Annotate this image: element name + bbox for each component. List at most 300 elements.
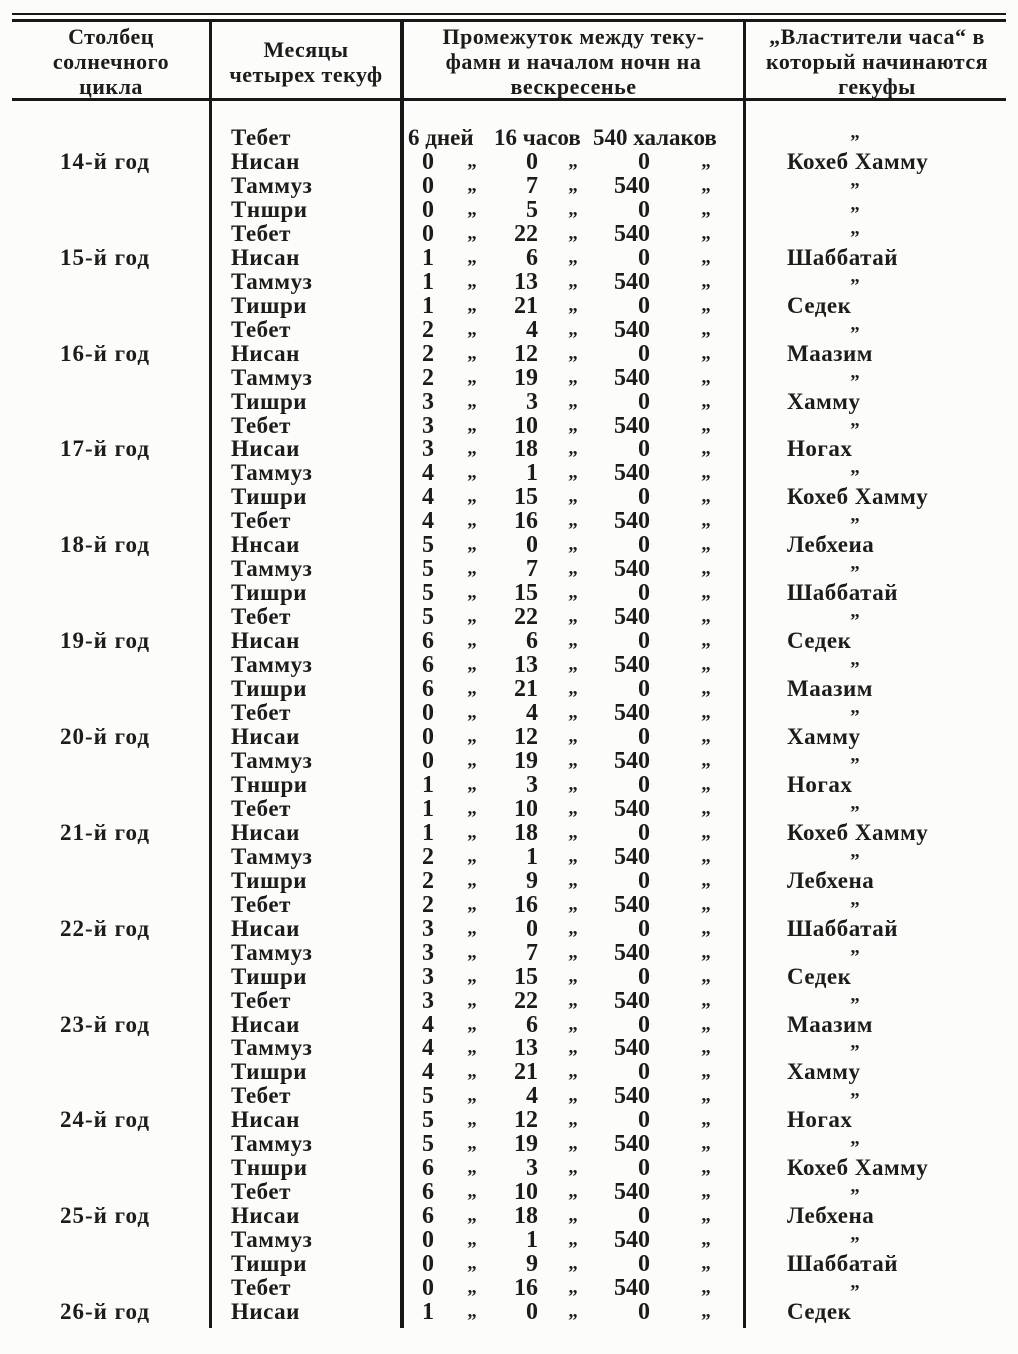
month-name: Тишри <box>231 484 307 509</box>
halakim-value: 0 <box>638 197 650 223</box>
ditto-icon: „ <box>701 1277 711 1298</box>
days-value: 0 <box>422 149 434 175</box>
days-value: 0 <box>422 1251 434 1277</box>
ditto-icon: „ <box>467 1277 477 1298</box>
days-value: 1 <box>422 1299 434 1325</box>
halakim-value: 0 <box>638 1155 650 1181</box>
hours-value: 10 <box>514 796 538 822</box>
hours-value: 1 <box>526 1227 538 1253</box>
halakim-value: 540 <box>614 173 650 199</box>
month-name: Таммуз <box>231 844 313 869</box>
hours-value: 3 <box>526 1155 538 1181</box>
month-name: Тишри <box>231 868 307 893</box>
days-value: 6 <box>422 676 434 702</box>
ditto-icon: „ <box>467 295 477 316</box>
halakim-value: 540 <box>614 556 650 582</box>
days-value: 5 <box>422 1107 434 1133</box>
ditto-icon: „ <box>701 1133 711 1154</box>
ditto-icon: „ <box>568 1109 578 1130</box>
month-name: Таммуз <box>231 1131 313 1156</box>
year-label: 24-й год <box>60 1107 151 1132</box>
halakim-value: 0 <box>638 628 650 654</box>
ruler-name: Кохеб Хамму <box>787 820 929 845</box>
ditto-icon: „ <box>701 1301 711 1322</box>
ditto-icon: „ <box>568 1014 578 1035</box>
header-line: Месяцы <box>263 37 349 62</box>
year-label: 22-й год <box>60 916 151 941</box>
ditto-icon: „ <box>701 894 711 915</box>
ditto-icon: „ <box>701 1229 711 1250</box>
month-name: Нисаи <box>231 724 300 749</box>
ditto-icon: „ <box>701 367 711 388</box>
ruler-ditto-icon: „ <box>850 314 860 335</box>
ditto-icon: „ <box>701 391 711 412</box>
ditto-icon: „ <box>467 582 477 603</box>
ditto-icon: „ <box>568 966 578 987</box>
ditto-icon: „ <box>568 774 578 795</box>
month-name: Тншри <box>231 1155 308 1180</box>
month-name: Нисан <box>231 341 300 366</box>
hours-value: 9 <box>526 868 538 894</box>
halakim-value: 540 <box>614 892 650 918</box>
ditto-icon: „ <box>568 295 578 316</box>
ditto-icon: „ <box>568 846 578 867</box>
days-value: 3 <box>422 988 434 1014</box>
ditto-icon: „ <box>568 319 578 340</box>
ditto-icon: „ <box>467 942 477 963</box>
hours-value: 4 <box>526 700 538 726</box>
days-value: 2 <box>422 341 434 367</box>
halakim-value: 540 <box>614 844 650 870</box>
hours-value: 16 <box>514 892 538 918</box>
month-name: Нисаи <box>231 1299 300 1324</box>
days-value: 3 <box>422 413 434 439</box>
ditto-icon: „ <box>701 606 711 627</box>
month-name: Нисан <box>231 1107 300 1132</box>
hours-value: 0 <box>526 149 538 175</box>
ditto-icon: „ <box>568 1229 578 1250</box>
days-value: 1 <box>422 245 434 271</box>
ditto-icon: „ <box>467 319 477 340</box>
month-name: Нисан <box>231 628 300 653</box>
ditto-icon: „ <box>467 1109 477 1130</box>
ditto-icon: „ <box>701 798 711 819</box>
ruler-ditto-icon: „ <box>850 505 860 526</box>
table-row <box>0 1176 1018 1205</box>
ruler-name: Маазим <box>787 676 873 701</box>
ditto-icon: „ <box>701 486 711 507</box>
ditto-icon: „ <box>701 510 711 531</box>
header-line: Промежуток между теку- <box>442 24 705 49</box>
month-name: Тебет <box>231 1179 291 1204</box>
ditto-icon: „ <box>467 1133 477 1154</box>
days-value: 6 <box>422 628 434 654</box>
month-name: Таммуз <box>231 269 313 294</box>
header-line: фамн и началом ночн на <box>445 49 702 74</box>
halakim-value: 540 <box>614 269 650 295</box>
ruler-name: Шаббатай <box>787 580 898 605</box>
halakim-value: 0 <box>638 724 650 750</box>
ditto-icon: „ <box>701 918 711 939</box>
year-label: 15-й год <box>60 245 151 270</box>
header-interval-column <box>405 24 742 99</box>
ruler-name: Лебхеиа <box>787 532 875 557</box>
ruler-name: Шаббатай <box>787 1251 898 1276</box>
hours-value: 1 <box>526 460 538 486</box>
ruler-ditto-icon: „ <box>850 410 860 431</box>
hours-value: 0 <box>526 916 538 942</box>
ditto-icon: „ <box>701 1109 711 1130</box>
ditto-icon: „ <box>568 486 578 507</box>
month-name: Нисаи <box>231 820 300 845</box>
ruler-name: Седек <box>787 964 852 989</box>
ditto-icon: „ <box>467 606 477 627</box>
table-row <box>0 649 1018 678</box>
days-value: 6 <box>422 1179 434 1205</box>
halakim-value: 540 <box>614 508 650 534</box>
ditto-icon: „ <box>467 1205 477 1226</box>
ditto-icon: „ <box>467 990 477 1011</box>
days-value: 1 <box>422 772 434 798</box>
table-row <box>0 793 1018 822</box>
days-value: 4 <box>422 1059 434 1085</box>
ditto-icon: „ <box>701 678 711 699</box>
ditto-icon: „ <box>701 726 711 747</box>
month-name: Нисаи <box>231 1012 300 1037</box>
ditto-icon: „ <box>568 990 578 1011</box>
month-name: Тишри <box>231 1059 307 1084</box>
ruler-name: Ногах <box>787 1107 853 1132</box>
ditto-icon: „ <box>467 798 477 819</box>
ditto-icon: „ <box>701 990 711 1011</box>
hours-value: 3 <box>526 389 538 415</box>
table-row <box>0 841 1018 870</box>
days-value: 6 <box>422 652 434 678</box>
year-label: 25-й год <box>60 1203 151 1228</box>
year-label: 26-й год <box>60 1299 151 1324</box>
year-label: 16-й год <box>60 341 151 366</box>
ruler-name: Хамму <box>787 1059 861 1084</box>
header-months-column <box>213 37 399 87</box>
table-row <box>0 601 1018 630</box>
halakim-value: 0 <box>638 1251 650 1277</box>
table-row <box>0 697 1018 726</box>
days-value: 6 <box>422 1155 434 1181</box>
hours-value: 7 <box>526 173 538 199</box>
month-name: Нисаи <box>231 436 300 461</box>
ditto-icon: „ <box>467 415 477 436</box>
halakim-value: 540 <box>614 700 650 726</box>
halakim-value: 0 <box>638 916 650 942</box>
days-value: 2 <box>422 892 434 918</box>
ditto-icon: „ <box>568 415 578 436</box>
hours-value: 18 <box>514 1203 538 1229</box>
ruler-ditto-icon: „ <box>850 697 860 718</box>
ditto-icon: „ <box>568 1133 578 1154</box>
month-name: Таммуз <box>231 748 313 773</box>
header-line: „Властители часа“ в <box>769 24 985 49</box>
halakim-value: 0 <box>638 532 650 558</box>
days-value: 0 <box>422 221 434 247</box>
ditto-icon: „ <box>467 702 477 723</box>
header-rulers-column <box>748 24 1006 99</box>
ditto-icon: „ <box>701 1205 711 1226</box>
ditto-icon: „ <box>568 391 578 412</box>
days-value: 2 <box>422 365 434 391</box>
hours-value: 19 <box>514 1131 538 1157</box>
month-name: Таммуз <box>231 460 313 485</box>
ruler-name: Кохеб Хамму <box>787 149 929 174</box>
ditto-icon: „ <box>568 175 578 196</box>
ditto-icon: „ <box>568 918 578 939</box>
ditto-icon: „ <box>467 486 477 507</box>
month-name: Ннсаи <box>231 532 300 557</box>
ruler-ditto-icon: „ <box>850 362 860 383</box>
ditto-icon: „ <box>701 319 711 340</box>
halakim-value: 540 <box>614 940 650 966</box>
halakim-value: 540 <box>614 1083 650 1109</box>
ditto-icon: „ <box>568 870 578 891</box>
ruler-ditto-icon: „ <box>850 1032 860 1053</box>
ruler-ditto-icon: „ <box>850 745 860 766</box>
hours-value: 7 <box>526 556 538 582</box>
halakim-value: 0 <box>638 1012 650 1038</box>
ditto-icon: „ <box>568 343 578 364</box>
halakim-value: 0 <box>638 1059 650 1085</box>
days-value: 0 <box>422 748 434 774</box>
hours-value: 19 <box>514 365 538 391</box>
table-row <box>0 1272 1018 1301</box>
ditto-icon: „ <box>568 534 578 555</box>
ditto-icon: „ <box>568 894 578 915</box>
halakim-value: 540 <box>614 1275 650 1301</box>
ruler-ditto-icon: „ <box>850 985 860 1006</box>
hours-value: 1 <box>526 844 538 870</box>
month-name: Таммуз <box>231 556 313 581</box>
ditto-icon: „ <box>701 966 711 987</box>
ditto-icon: „ <box>701 1061 711 1082</box>
month-name: Тишри <box>231 293 307 318</box>
ditto-icon: „ <box>467 151 477 172</box>
hours-value: 15 <box>514 484 538 510</box>
days-value: 1 <box>422 269 434 295</box>
month-name: Тебет <box>231 1083 291 1108</box>
ditto-icon: „ <box>701 1253 711 1274</box>
month-name: Тебет <box>231 604 291 629</box>
ditto-icon: „ <box>568 1061 578 1082</box>
ditto-icon: „ <box>467 654 477 675</box>
ditto-icon: „ <box>467 918 477 939</box>
ruler-ditto-icon: „ <box>850 1224 860 1245</box>
ditto-icon: „ <box>467 558 477 579</box>
halakim-value: 0 <box>638 868 650 894</box>
ditto-icon: „ <box>467 343 477 364</box>
year-label: 18-й год <box>60 532 151 557</box>
days-value: 6 <box>422 1203 434 1229</box>
ditto-icon: „ <box>467 438 477 459</box>
ditto-icon: „ <box>568 1157 578 1178</box>
table-row <box>0 745 1018 774</box>
hours-value: 0 <box>526 1299 538 1325</box>
halakim-value: 0 <box>638 341 650 367</box>
days-value: 0 <box>422 724 434 750</box>
ditto-icon: „ <box>467 1014 477 1035</box>
ditto-icon: „ <box>701 462 711 483</box>
month-name: Тебет <box>231 892 291 917</box>
ditto-icon: „ <box>568 702 578 723</box>
hours-value: 9 <box>526 1251 538 1277</box>
days-value: 1 <box>422 293 434 319</box>
ditto-icon: „ <box>467 391 477 412</box>
month-name: Тебет <box>231 125 291 150</box>
ditto-icon: „ <box>568 678 578 699</box>
year-label: 14-й год <box>60 149 151 174</box>
ditto-icon: „ <box>701 1014 711 1035</box>
ruler-name: Лебхена <box>787 1203 875 1228</box>
hours-value: 21 <box>514 293 538 319</box>
ditto-icon: „ <box>568 1253 578 1274</box>
ruler-name: Хамму <box>787 724 861 749</box>
month-name: Тишри <box>231 1251 307 1276</box>
ruler-name: Седек <box>787 293 852 318</box>
ditto-icon: „ <box>701 846 711 867</box>
ditto-icon: „ <box>467 271 477 292</box>
halakim-value: 540 <box>614 1035 650 1061</box>
month-name: Тебет <box>231 508 291 533</box>
month-name: Тебет <box>231 221 291 246</box>
header-line: цикла <box>79 74 143 99</box>
ditto-icon: „ <box>568 462 578 483</box>
ruler-ditto-icon: „ <box>850 170 860 191</box>
ditto-icon: „ <box>467 774 477 795</box>
ditto-icon: „ <box>467 630 477 651</box>
month-name: Тебет <box>231 1275 291 1300</box>
month-name: Тишри <box>231 580 307 605</box>
days-value: 3 <box>422 964 434 990</box>
table-row <box>0 1080 1018 1109</box>
ditto-icon: „ <box>568 1037 578 1058</box>
header-line: гекуфы <box>838 74 916 99</box>
hours-value: 21 <box>514 676 538 702</box>
ditto-icon: „ <box>467 247 477 268</box>
hours-value: 0 <box>526 532 538 558</box>
halakim-value: 0 <box>638 1107 650 1133</box>
days-value: 3 <box>422 916 434 942</box>
ditto-icon: „ <box>467 726 477 747</box>
ditto-icon: „ <box>701 654 711 675</box>
month-name: Тебет <box>231 988 291 1013</box>
days-value: 2 <box>422 844 434 870</box>
ditto-icon: „ <box>701 558 711 579</box>
halakim-value: 0 <box>638 964 650 990</box>
days-value: 5 <box>422 532 434 558</box>
ditto-icon: „ <box>568 1301 578 1322</box>
hours-value: 3 <box>526 772 538 798</box>
hours-value: 22 <box>514 988 538 1014</box>
table-row <box>0 985 1018 1014</box>
ditto-icon: „ <box>568 1205 578 1226</box>
month-name: Тншри <box>231 197 308 222</box>
days-value: 0 <box>422 197 434 223</box>
days-value: 0 <box>422 173 434 199</box>
month-name: Тишри <box>231 389 307 414</box>
table-row <box>0 553 1018 582</box>
halakim-value: 540 <box>614 988 650 1014</box>
table-row <box>0 362 1018 391</box>
hours-value: 10 <box>514 1179 538 1205</box>
ditto-icon: „ <box>467 223 477 244</box>
ruler-name: Ногах <box>787 436 853 461</box>
table-row <box>0 505 1018 534</box>
ditto-icon: „ <box>568 199 578 220</box>
days-value: 5 <box>422 1131 434 1157</box>
ditto-icon: „ <box>701 151 711 172</box>
ditto-icon: „ <box>701 702 711 723</box>
table-row <box>0 218 1018 247</box>
hours-value: 13 <box>514 1035 538 1061</box>
ditto-icon: „ <box>467 822 477 843</box>
ruler-name: Кохеб Хамму <box>787 1155 929 1180</box>
ditto-icon: „ <box>701 1037 711 1058</box>
ruler-ditto-icon: „ <box>850 793 860 814</box>
ruler-name: Шаббатай <box>787 245 898 270</box>
days-value: 5 <box>422 580 434 606</box>
ditto-icon: „ <box>568 438 578 459</box>
ditto-icon: „ <box>568 510 578 531</box>
month-name: Таммуз <box>231 1227 313 1252</box>
hours-value: 6 <box>526 245 538 271</box>
days-value: 2 <box>422 317 434 343</box>
hours-value: 22 <box>514 604 538 630</box>
ditto-icon: „ <box>467 199 477 220</box>
ruler-ditto-icon: „ <box>850 601 860 622</box>
ditto-icon: „ <box>568 606 578 627</box>
month-name: Нисан <box>231 149 300 174</box>
halakim-value: 540 <box>614 460 650 486</box>
ditto-icon: „ <box>568 750 578 771</box>
ditto-icon: „ <box>568 726 578 747</box>
hours-value: 15 <box>514 580 538 606</box>
ditto-icon: „ <box>701 942 711 963</box>
halakim-value: 540 <box>614 604 650 630</box>
ruler-name: Лебхена <box>787 868 875 893</box>
header-solar-cycle-column <box>14 24 208 99</box>
hours-value: 16 <box>514 1275 538 1301</box>
ditto-icon: „ <box>568 1181 578 1202</box>
ruler-name: Хамму <box>787 389 861 414</box>
year-label: 19-й год <box>60 628 151 653</box>
days-value: 0 <box>422 700 434 726</box>
table-row <box>0 1032 1018 1061</box>
ditto-icon: „ <box>568 822 578 843</box>
table-row <box>0 1224 1018 1253</box>
hours-value: 18 <box>514 436 538 462</box>
ruler-ditto-icon: „ <box>850 457 860 478</box>
hours-value: 15 <box>514 964 538 990</box>
days-value: 3 <box>422 389 434 415</box>
ditto-icon: „ <box>467 870 477 891</box>
table-row <box>0 889 1018 918</box>
ruler-ditto-icon: „ <box>850 122 860 143</box>
header-line: четырех текуф <box>229 62 383 87</box>
ditto-icon: „ <box>701 870 711 891</box>
month-name: Таммуз <box>231 173 313 198</box>
hours-value: 6 <box>526 628 538 654</box>
days-with-unit: 6 дней <box>408 125 474 150</box>
ditto-icon: „ <box>568 582 578 603</box>
days-value: 5 <box>422 1083 434 1109</box>
hours-value: 13 <box>514 269 538 295</box>
